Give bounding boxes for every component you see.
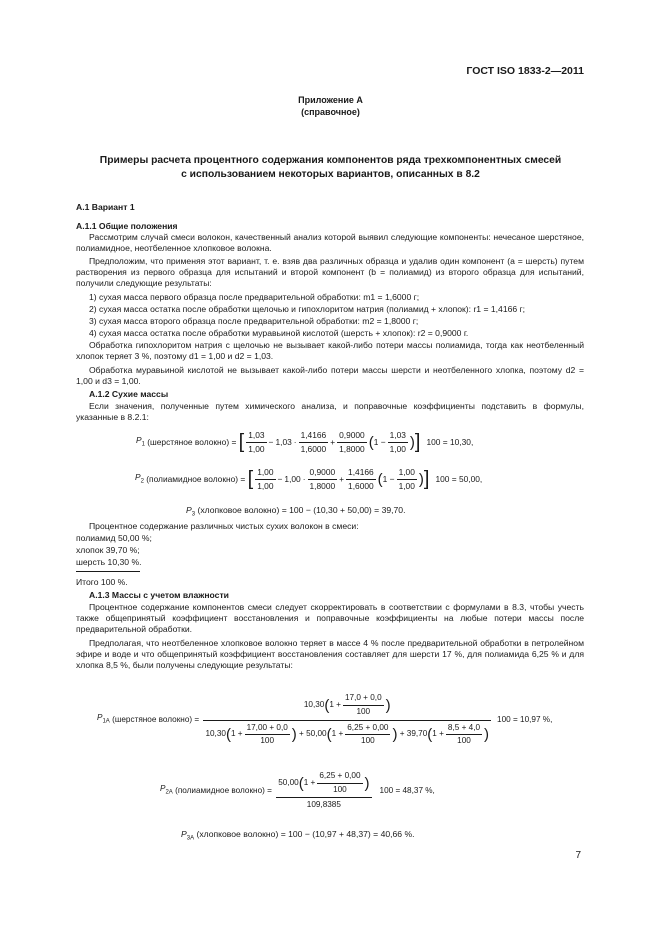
appendix-subtitle: (справочное) [301,107,360,117]
section-a1-heading: А.1 Вариант 1 [76,202,135,212]
result-item-1: 1) сухая масса первого образца после предварительной обработки: m1 = 1,6000 г; [89,292,420,302]
content-item-cotton: хлопок 39,70 %; [76,545,140,555]
fraction: $\frac{1,4166}{1,6000}$ [300,429,327,454]
fraction: $\frac{1,03}{1,00}$ [248,429,265,454]
main-fraction: 50,00 ( 1 + $\frac{6,25 + 0,00}{100}$ ) 109,8385 [278,771,370,810]
page-number: 7 [575,850,581,861]
total-rule [76,571,140,572]
result-item-4: 4) сухая масса остатка после обработки муравьиной кислотой (шерсть + хлопок): r2 = 0,9000 г. [89,328,469,338]
formula-p1a-name: (шерстяное волокно) = [109,714,202,724]
appendix-title: Приложение А [298,95,363,105]
formula-p2a-label: $P_{2A}$ [160,784,173,796]
bracket-close: ] [423,468,430,490]
formula-p1-name: (шерстяное волокно) = [144,436,239,447]
formula-p3a: $P_{3A}$ (хлопковое волокно) = 100 − (10,97 + 48,37) = 40,66 %. [181,829,415,842]
formula-p1a-label: $P_{1A}$ [97,713,110,725]
content-total: Итого 100 %. [76,577,128,587]
result-item-3: 3) сухая масса второго образца после предварительной обработки: m2 = 1,8000 г; [89,316,419,326]
formula-p2a-name: (полиамидное волокно) = [172,785,275,795]
a13-para2: Предполагая, что неотбеленное хлопковое волокно теряет в массе 4 % после предварительной обработки в петролейном эфире и воде и что общепринятый коэффициент восстановления составляет для шерсти 17 %, для полиамида 6,25 % и для хлопка 8,5 %, были получены следующие результаты: [76,638,584,671]
formula-p2a: $P_{2A}$ (полиамидное волокно) = 50,00 ( 1 + $\frac{6,25 + 0,00}{100}$ ) 109,8385 100 = 48,37 %, [160,771,435,810]
content-item-wool: шерсть 10,30 %. [76,557,142,567]
formula-p1-label: $P_1$ [136,434,145,448]
result-item-2: 2) сухая масса остатка после обработки щелочью и гипохлоритом натрия (полиамид + хлопок): r1 = 1,4166 г; [89,304,526,314]
fraction: $\frac{0,9000}{1,8000}$ [309,466,336,491]
bracket-open: [ [238,431,245,453]
fraction: $\frac{1,00}{1,00}$ [257,466,274,491]
formula-p2-label: $P_2$ [135,471,144,485]
a11-para4: Обработка муравьиной кислотой не вызывает какой-либо потери массы шерсти и неотбеленного хлопка, поэтому d2 = 1,00 и d3 = 1,00. [76,365,584,387]
section-a12-heading: А.1.2 Сухие массы [89,389,169,399]
formula-p3: $P_3$ (хлопковое волокно) = 100 − (10,30 + 50,00) = 39,70. [186,505,406,518]
a13-para1: Процентное содержание компонентов смеси следует скорректировать в соответствии с формулами в 8.3, чтобы учесть также общепринятый коэффициент восстановления и поправочные коэффициенты на любые потери массы после предварительной обработки. [76,602,584,635]
formula-p2: $P_2$ (полиамидное волокно) = [ $\frac{1,00}{1,00}$ − 1,00 · $\frac{0,9000}{1,8000}$ + $\frac{1,4166}{1,6000}$ ( 1 − $\frac{1,00}{1,00}$ ) ] 100 = 50,00, [135,466,483,491]
bracket-close: ] [414,431,421,453]
content-intro: Процентное содержание различных чистых сухих волокон в смеси: [89,521,359,531]
fraction: $\frac{1,03}{1,00}$ [389,429,406,454]
bracket-open: [ [247,468,254,490]
formula-p2-name: (полиамидное волокно) = [143,473,248,484]
a12-intro: Если значения, полученные путем химического анализа, и поправочные коэффициенты подставить в формулы, указанные в 8.2.1: [76,401,584,423]
a11-para1: Рассмотрим случай смеси волокон, качественный анализ которой выявил следующие компоненты: нечесаное шерстяное, полиамидное, неотбеленное хлопковое волокна. [76,232,584,254]
fraction: $\frac{1,00}{1,00}$ [398,466,415,491]
content-item-polyamide: полиамид 50,00 %; [76,533,152,543]
a11-para2: Предположим, что применяя этот вариант, т. е. взяв два различных образца и удалив один компонент (a = шерсть) путем растворения из первого образца для испытаний и второй компонент (b = полиамид) из второго образца для испытаний, получили следующие результаты: [76,256,584,289]
main-fraction: 10,30 ( 1 + $\frac{17,0 + 0,0}{100}$ ) 10,30 ( 1 + $\frac{17,00 + 0,0}{100}$ ) + 50,00 ( 1 + $\frac{6,25 + 0,00}{100}$ ) + 39,70 ( 1 + $\frac{8,5 + 4,0}{100}$ ) [205,693,490,746]
formula-p1a: $P_{1A}$ (шерстяное волокно) = 10,30 ( 1 + $\frac{17,0 + 0,0}{100}$ ) 10,30 ( 1 + $\frac{17,00 + 0,0}{100}$ ) + 50,00 ( 1 + $\frac{6,25 + 0,00}{100}$ ) + 39,70 ( 1 + $\frac{8,5 + 4,0}{100}$ ) 100 = 10,97 %, [97,693,553,746]
main-title-line1: Примеры расчета процентного содержания компонентов ряда трехкомпонентных смесей [99,155,562,166]
standard-number: ГОСТ ISO 1833-2—2011 [466,65,584,77]
main-title-line2: с использованием некоторых вариантов, описанных в 8.2 [181,169,480,180]
fraction: $\frac{1,4166}{1,6000}$ [348,466,374,491]
section-a11-heading: А.1.1 Общие положения [76,221,178,231]
section-a13-heading: А.1.3 Массы с учетом влажности [89,590,229,600]
fraction: $\frac{0,9000}{1,8000}$ [339,429,365,454]
formula-p1: $P_1$ (шерстяное волокно) = [ $\frac{1,03}{1,00}$ − 1,03 · $\frac{1,4166}{1,6000}$ + $\frac{0,9000}{1,8000}$ ( 1 − $\frac{1,03}{1,00}$ ) ] 100 = 10,30, [136,429,474,454]
a11-para3: Обработка гипохлоритом натрия с щелочью не вызывает какой-либо потери массы полиамида, тогда как неотбеленный хлопок теряет 3 %, поэтому d1 = 1,00 и d2 = 1,03. [76,340,584,362]
